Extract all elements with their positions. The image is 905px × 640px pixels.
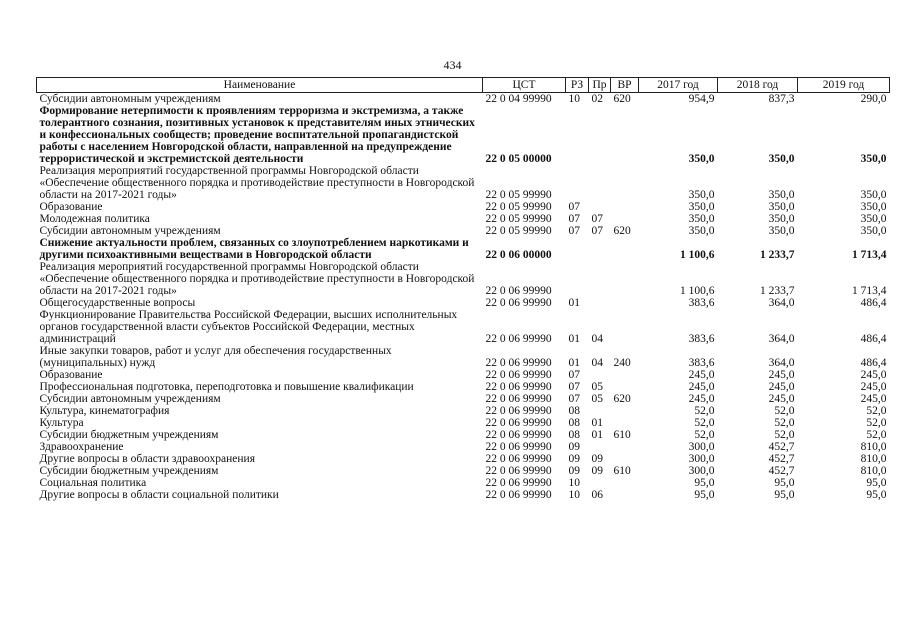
row-pr <box>589 477 611 489</box>
row-pr <box>589 201 611 213</box>
row-name: Здравоохранение <box>39 441 124 453</box>
row-cst: 22 0 06 99990 <box>485 285 552 297</box>
row-vr: 240 <box>613 357 631 369</box>
row-value-2018: 452,7 <box>768 441 795 453</box>
row-pr <box>589 441 611 453</box>
row-value-2017: 52,0 <box>694 417 715 429</box>
table-row <box>37 261 890 297</box>
row-name: Другие вопросы в области здравоохранения <box>39 453 255 465</box>
row-value-2019: 245,0 <box>860 369 887 381</box>
row-vr <box>611 261 639 297</box>
row-vr <box>611 417 639 429</box>
row-rz: 09 <box>568 453 580 465</box>
row-vr: 610 <box>613 465 631 477</box>
row-pr: 09 <box>591 465 603 477</box>
row-rz <box>566 261 589 297</box>
row-vr <box>611 477 639 489</box>
row-value-2018: 95,0 <box>774 477 795 489</box>
table-row <box>37 105 890 165</box>
row-value-2017: 52,0 <box>694 429 715 441</box>
row-pr <box>589 369 611 381</box>
row-value-2019: 350,0 <box>860 213 887 225</box>
row-pr: 09 <box>591 453 603 465</box>
row-rz: 07 <box>568 213 580 225</box>
row-value-2017: 1 100,6 <box>680 285 715 297</box>
row-pr <box>589 297 611 309</box>
table-row <box>37 309 890 345</box>
row-value-2019: 350,0 <box>860 189 887 201</box>
row-name: Социальная политика <box>39 477 147 489</box>
row-value-2019: 52,0 <box>866 429 887 441</box>
row-value-2018: 245,0 <box>768 369 795 381</box>
row-value-2017: 383,6 <box>688 333 715 345</box>
table-row <box>37 381 890 393</box>
row-rz: 01 <box>568 333 580 345</box>
row-pr: 05 <box>591 381 603 393</box>
row-value-2018: 1 233,7 <box>760 285 795 297</box>
row-value-2017: 383,6 <box>688 297 715 309</box>
row-value-2017: 52,0 <box>694 405 715 417</box>
row-cst: 22 0 06 99990 <box>485 489 552 501</box>
row-rz <box>566 237 589 261</box>
row-pr: 05 <box>591 393 603 405</box>
row-value-2019: 52,0 <box>866 405 887 417</box>
row-value-2017: 300,0 <box>688 441 715 453</box>
row-rz: 10 <box>568 477 580 489</box>
table-row <box>37 441 890 453</box>
row-cst: 22 0 04 99990 <box>485 93 552 105</box>
row-pr <box>589 165 611 201</box>
row-value-2019: 810,0 <box>860 465 887 477</box>
table-row <box>37 369 890 381</box>
header-name: Наименование <box>37 78 483 93</box>
row-cst: 22 0 06 99990 <box>485 429 552 441</box>
row-value-2017: 1 100,6 <box>680 249 715 261</box>
row-value-2018: 452,7 <box>768 465 795 477</box>
row-vr <box>611 453 639 465</box>
row-vr <box>611 441 639 453</box>
row-rz: 09 <box>568 465 580 477</box>
row-pr: 07 <box>591 213 603 225</box>
row-pr <box>589 405 611 417</box>
row-name: Общегосударственные вопросы <box>39 297 196 309</box>
row-value-2018: 364,0 <box>768 333 795 345</box>
row-value-2017: 245,0 <box>688 381 715 393</box>
table-row <box>37 93 890 106</box>
table-body <box>37 93 890 502</box>
row-name: Субсидии бюджетным учреждениям <box>39 429 219 441</box>
row-value-2019: 245,0 <box>860 381 887 393</box>
row-value-2017: 383,6 <box>688 357 715 369</box>
row-name: Другие вопросы в области социальной политики <box>39 489 279 501</box>
row-value-2017: 350,0 <box>688 213 715 225</box>
row-value-2018: 350,0 <box>768 225 795 237</box>
row-value-2018: 350,0 <box>768 189 795 201</box>
row-value-2017: 95,0 <box>694 489 715 501</box>
row-cst: 22 0 05 99990 <box>485 201 552 213</box>
row-cst: 22 0 06 99990 <box>485 297 552 309</box>
row-rz: 01 <box>568 297 580 309</box>
row-value-2017: 300,0 <box>688 453 715 465</box>
row-value-2018: 364,0 <box>768 297 795 309</box>
row-rz: 08 <box>568 417 580 429</box>
row-cst: 22 0 06 99990 <box>485 417 552 429</box>
row-name: Субсидии автономным учреждениям <box>39 393 221 405</box>
table-row <box>37 477 890 489</box>
row-rz: 07 <box>568 201 580 213</box>
row-pr: 07 <box>591 225 603 237</box>
row-value-2017: 245,0 <box>688 393 715 405</box>
table-row <box>37 405 890 417</box>
table-row <box>37 489 890 501</box>
row-cst: 22 0 06 99990 <box>485 393 552 405</box>
row-name: Образование <box>39 369 103 381</box>
header-rz: РЗ <box>566 78 589 93</box>
row-value-2018: 350,0 <box>768 213 795 225</box>
row-value-2018: 52,0 <box>774 417 795 429</box>
table-row <box>37 417 890 429</box>
table-row <box>37 465 890 477</box>
header-pr: Пр <box>589 78 611 93</box>
row-value-2019: 290,0 <box>860 93 887 105</box>
row-rz: 10 <box>568 93 580 105</box>
row-value-2017: 95,0 <box>694 477 715 489</box>
row-value-2017: 245,0 <box>688 369 715 381</box>
row-vr: 620 <box>613 393 631 405</box>
row-rz: 07 <box>568 381 580 393</box>
row-pr: 02 <box>591 93 603 105</box>
header-2018: 2018 год <box>718 78 798 93</box>
table-header-row <box>37 78 890 93</box>
row-cst: 22 0 06 99990 <box>485 333 552 345</box>
row-vr <box>611 309 639 345</box>
row-cst: 22 0 06 99990 <box>485 381 552 393</box>
row-value-2019: 95,0 <box>866 489 887 501</box>
table-row <box>37 453 890 465</box>
row-value-2017: 350,0 <box>688 153 715 165</box>
row-cst: 22 0 05 99990 <box>485 213 552 225</box>
row-name: Субсидии автономным учреждениям <box>39 225 221 237</box>
row-value-2018: 364,0 <box>768 357 795 369</box>
row-pr: 06 <box>591 489 603 501</box>
row-value-2019: 52,0 <box>866 417 887 429</box>
row-value-2019: 1 713,4 <box>852 285 887 297</box>
row-value-2019: 350,0 <box>860 225 887 237</box>
row-value-2017: 350,0 <box>688 225 715 237</box>
table-row <box>37 237 890 261</box>
row-name: Иные закупки товаров, работ и услуг для обеспечения государственных (муниципальных) нужд <box>39 345 392 369</box>
row-name: Культура <box>39 417 84 429</box>
row-name: Формирование нетерпимости к проявлениям терроризма и экстремизма, а также толерантного сознания, позитивных установок к представителям иных этнических и конфессиональных сообществ; проведение воспитательной пропагандистской работы с населением Новгородской области, направленной на предупреждение террористической и экстремистской деятельности <box>39 105 475 165</box>
row-cst: 22 0 05 00000 <box>485 153 552 165</box>
row-rz <box>566 105 589 165</box>
row-name: Субсидии автономным учреждениям <box>39 93 221 105</box>
row-name: Снижение актуальности проблем, связанных со злоупотреблением наркотиками и другими психоактивными веществами в Новгородской области <box>39 237 469 261</box>
row-value-2019: 245,0 <box>860 393 887 405</box>
row-rz: 08 <box>568 429 580 441</box>
row-cst: 22 0 06 00000 <box>485 249 552 261</box>
row-rz: 07 <box>568 225 580 237</box>
row-pr: 01 <box>591 429 603 441</box>
row-cst: 22 0 06 99990 <box>485 405 552 417</box>
row-cst: 22 0 06 99990 <box>485 465 552 477</box>
table-row <box>37 429 890 441</box>
row-value-2019: 486,4 <box>860 333 887 345</box>
row-value-2017: 350,0 <box>688 201 715 213</box>
row-cst: 22 0 06 99990 <box>485 441 552 453</box>
table-row <box>37 213 890 225</box>
row-vr <box>611 201 639 213</box>
row-rz: 01 <box>568 357 580 369</box>
budget-table <box>36 77 890 501</box>
row-pr: 04 <box>591 333 603 345</box>
row-rz <box>566 165 589 201</box>
header-2019: 2019 год <box>798 78 890 93</box>
header-2017: 2017 год <box>639 78 718 93</box>
row-value-2017: 954,9 <box>688 93 715 105</box>
row-name: Культура, кинематография <box>39 405 170 417</box>
row-value-2018: 52,0 <box>774 405 795 417</box>
row-vr <box>611 369 639 381</box>
row-value-2017: 300,0 <box>688 465 715 477</box>
row-value-2018: 452,7 <box>768 453 795 465</box>
row-value-2018: 245,0 <box>768 381 795 393</box>
row-value-2018: 350,0 <box>768 153 795 165</box>
row-name: Функционирование Правительства Российской Федерации, высших исполнительных органов государственной власти субъектов Российской Федерации, местных администраций <box>39 309 458 345</box>
row-rz: 08 <box>568 405 580 417</box>
row-pr: 01 <box>591 417 603 429</box>
row-name: Профессиональная подготовка, переподготовка и повышение квалификации <box>39 381 414 393</box>
page-number: 434 <box>443 58 462 72</box>
row-value-2018: 837,3 <box>768 93 795 105</box>
row-cst: 22 0 06 99990 <box>485 369 552 381</box>
row-vr <box>611 405 639 417</box>
row-vr: 610 <box>613 429 631 441</box>
row-pr <box>589 261 611 297</box>
row-value-2019: 810,0 <box>860 441 887 453</box>
row-name: Молодежная политика <box>39 213 150 225</box>
row-name: Образование <box>39 201 103 213</box>
header-vr: ВР <box>611 78 639 93</box>
row-vr: 620 <box>613 225 631 237</box>
row-vr <box>611 489 639 501</box>
row-value-2019: 810,0 <box>860 453 887 465</box>
table-row <box>37 225 890 237</box>
row-cst: 22 0 06 99990 <box>485 357 552 369</box>
row-name: Реализация мероприятий государственной программы Новгородской области «Обеспечение общественного порядка и противодействие преступности в Новгородской области на 2017-2021 годы» <box>39 261 475 297</box>
row-pr: 04 <box>591 357 603 369</box>
row-value-2019: 486,4 <box>860 357 887 369</box>
row-rz: 09 <box>568 441 580 453</box>
row-value-2019: 350,0 <box>860 201 887 213</box>
row-rz: 07 <box>568 393 580 405</box>
row-value-2018: 1 233,7 <box>760 249 795 261</box>
row-pr <box>589 237 611 261</box>
row-value-2019: 1 713,4 <box>852 249 887 261</box>
header-cst: ЦСТ <box>483 78 566 93</box>
row-cst: 22 0 06 99990 <box>485 477 552 489</box>
row-vr <box>611 381 639 393</box>
row-vr <box>611 237 639 261</box>
row-value-2018: 350,0 <box>768 201 795 213</box>
row-value-2019: 350,0 <box>860 153 887 165</box>
row-vr <box>611 213 639 225</box>
row-value-2018: 245,0 <box>768 393 795 405</box>
row-vr <box>611 165 639 201</box>
row-rz: 07 <box>568 369 580 381</box>
row-value-2018: 95,0 <box>774 489 795 501</box>
row-value-2018: 52,0 <box>774 429 795 441</box>
row-name: Субсидии бюджетным учреждениям <box>39 465 219 477</box>
row-value-2019: 95,0 <box>866 477 887 489</box>
row-vr <box>611 105 639 165</box>
row-value-2017: 350,0 <box>688 189 715 201</box>
table-row <box>37 345 890 369</box>
row-cst: 22 0 06 99990 <box>485 453 552 465</box>
table-row <box>37 201 890 213</box>
table-row <box>37 297 890 309</box>
row-vr <box>611 297 639 309</box>
row-cst: 22 0 05 99990 <box>485 189 552 201</box>
row-cst: 22 0 05 99990 <box>485 225 552 237</box>
row-value-2019: 486,4 <box>860 297 887 309</box>
row-pr <box>589 105 611 165</box>
table-row <box>37 165 890 201</box>
row-name: Реализация мероприятий государственной программы Новгородской области «Обеспечение общественного порядка и противодействие преступности в Новгородской области на 2017-2021 годы» <box>39 165 475 201</box>
row-vr: 620 <box>613 93 631 105</box>
table-row <box>37 393 890 405</box>
row-rz: 10 <box>568 489 580 501</box>
